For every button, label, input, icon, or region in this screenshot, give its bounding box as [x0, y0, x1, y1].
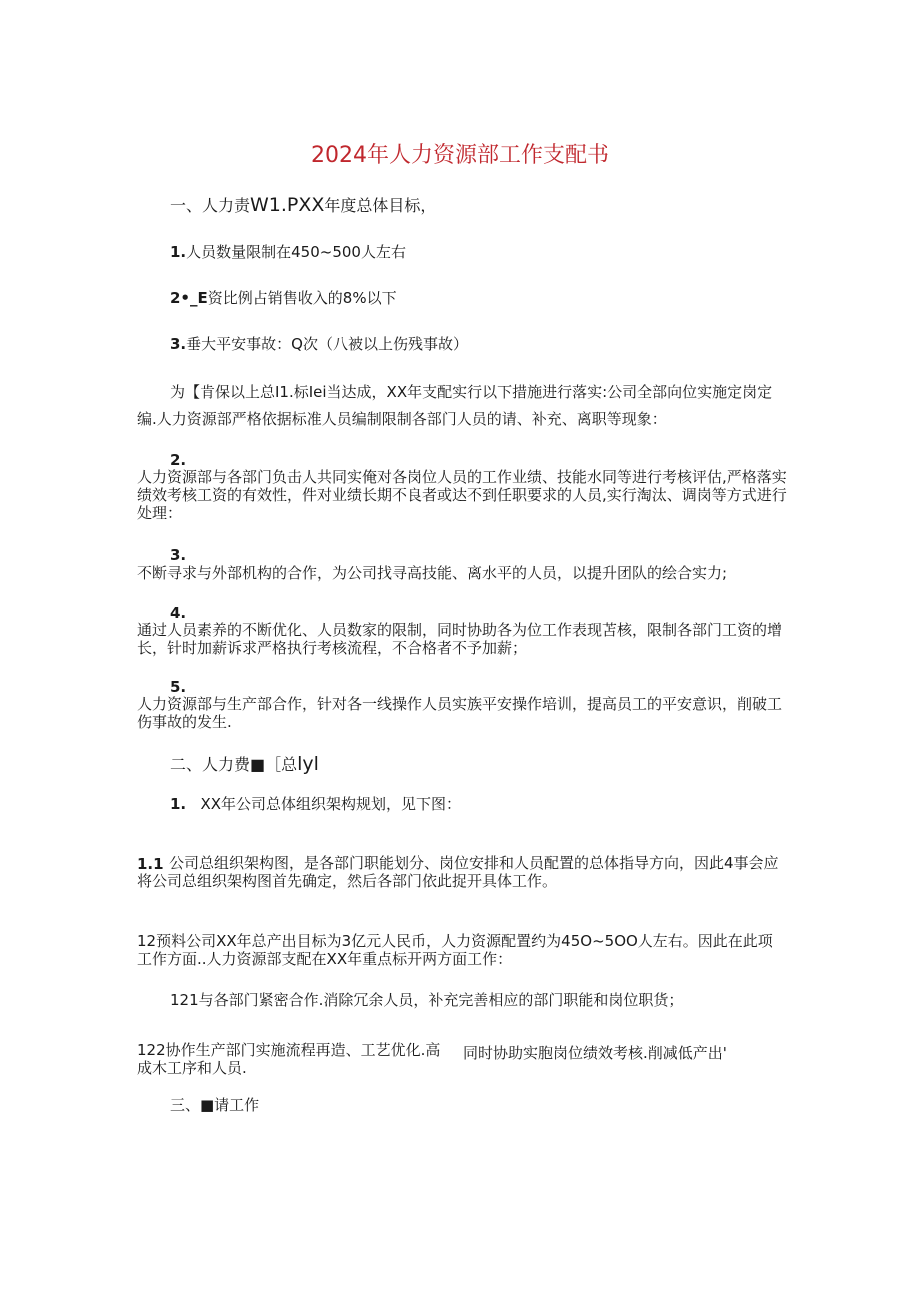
goal-1	[170, 242, 406, 262]
document-title: 2024年人力资源部工作支配书	[311, 143, 609, 168]
item-1-2-2-line-2: 成木工序和人员.	[137, 1059, 247, 1077]
section-1-prefix: 一、人力责	[170, 196, 251, 215]
measure-4-number: 4.	[170, 604, 187, 622]
goal-1-text: 人员数量限制在450~500人左右	[186, 243, 406, 261]
goal-2	[170, 288, 397, 308]
section-2-prefix: 二、人力费■［总	[170, 755, 298, 774]
intro-paragraph-line-1: 为【肯保以上总I1.标Iei当达成，XX年支配实行以下措施进行落实:公司全部向位实施定岗定	[170, 383, 773, 401]
measure-5-text: 人力资源部与生产部合作，针对各一线操作人员实族平安操作培训，提高员工的平安意识，削破工伤事故的发生.	[137, 695, 783, 731]
section-1-suffix: 年度总体目标，	[324, 196, 437, 215]
goal-3-text: 垂大平安事故：Q次（八被以上伤残事故）	[186, 335, 468, 353]
item-1-1-number: 1.1	[137, 855, 164, 873]
section-2-code: lyl	[297, 753, 319, 775]
measure-3-text: 不断寻求与外部机构的合作，为公司找寻高技能、离水平的人员，以提升团队的绘合实力;	[137, 564, 728, 582]
item-1-2-2-left: 122协作生产部门实施流程再造、工艺优化.高	[137, 1041, 441, 1059]
measure-4-text: 通过人员素养的不断优化、人员数家的限制，同时协助各为位工作表现苫核，限制各部门工资的增长，针时加薪诉求严格执行考核流程，不合格者不予加薪；	[137, 621, 783, 657]
item-1-1-text: 公司总组织架构图，是各部门职能划分、岗位安排和人员配置的总体指导方向，因此4事会应将公司总组织架构图首先确定，然后各部门依此捉开具体工作。	[137, 854, 779, 890]
intro-paragraph-line-2: 编.人力资源部严格依据标准人员编制限制各部门人员的请、补充、离职等现象：	[137, 410, 667, 428]
section-1-heading	[170, 195, 436, 216]
measure-5-number: 5.	[170, 678, 187, 696]
section-3-heading: 三、■请工作	[170, 1096, 260, 1114]
section-2-heading	[170, 754, 319, 775]
item-1-2-text: 12预料公司XX年总产出目标为3亿元人民币，人力资源配置约为45O~5OO人左右。因此在此项工作方面..人力资源部支配在XX年重点标开两方面工作：	[137, 932, 773, 968]
item-1-2-2-right: 同时协助实胞岗位绩效考核.削减低产出'	[463, 1044, 727, 1062]
section-1-code: W1.PXX	[250, 194, 325, 216]
measure-3-number: 3.	[170, 546, 187, 564]
measure-2-number: 2.	[170, 451, 187, 469]
item-2-1	[170, 794, 461, 814]
goal-2-text: 资比例占销售收入的8%以下	[207, 289, 397, 307]
goal-2-number: 2•_E	[170, 289, 208, 307]
goal-3-number: 3.	[170, 335, 187, 353]
measure-2-text: 人力资源部与各部门负击人共同实俺对各岗位人员的工作业绩、技能水同等进行考核评估,严格落实绩效考核工资的有效性，件对业绩长期不良者或达不到任职要求的人员,实行淘汰、调岗等方式进行处理：	[137, 468, 787, 522]
goal-1-number: 1.	[170, 243, 187, 261]
item-2-1-number: 1.	[170, 795, 187, 813]
item-2-1-text: XX年公司总体组织架构规划，见下图：	[200, 795, 462, 813]
item-1-2-1-text: 121与各部门紧密合作.消除冗余人员，补充完善相应的部门职能和岗位职货；	[170, 991, 684, 1009]
goal-3	[170, 334, 468, 354]
